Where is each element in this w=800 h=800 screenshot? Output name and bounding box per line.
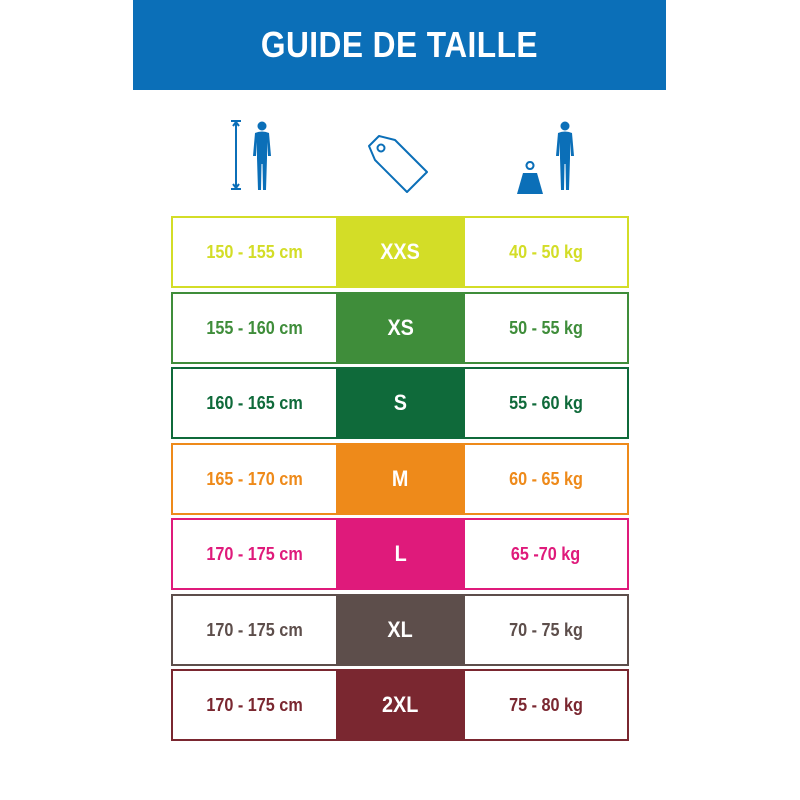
size-label: XXS (380, 239, 421, 264)
height-range-cell (173, 445, 336, 513)
weight-range-label: 60 - 65 kg (509, 468, 583, 489)
height-range-label: 150 - 155 cm (206, 241, 303, 262)
weight-range-label: 55 - 60 kg (509, 392, 583, 413)
weight-range-label: 70 - 75 kg (509, 619, 583, 640)
icons-row (0, 110, 800, 200)
header-banner (133, 0, 666, 90)
height-range-label: 170 - 175 cm (206, 543, 303, 564)
size-label-cell (336, 218, 465, 286)
size-label-cell (336, 671, 465, 739)
size-label-cell (336, 596, 465, 664)
height-range-cell (173, 671, 336, 739)
height-range-cell (173, 369, 336, 437)
size-label-cell (336, 369, 465, 437)
height-person-icon (222, 118, 278, 194)
height-range-label: 170 - 175 cm (206, 694, 303, 715)
size-row (171, 518, 629, 590)
size-label: L (394, 541, 407, 566)
size-label-cell (336, 520, 465, 588)
weight-range-label: 65 -70 kg (511, 543, 581, 564)
size-label: M (392, 466, 409, 491)
weight-range-label: 40 - 50 kg (509, 241, 583, 262)
weight-range-cell (465, 671, 627, 739)
height-range-label: 155 - 160 cm (206, 317, 303, 338)
size-row (171, 216, 629, 288)
height-range-label: 170 - 175 cm (206, 619, 303, 640)
weight-range-label: 50 - 55 kg (509, 317, 583, 338)
height-range-cell (173, 294, 336, 362)
size-label: XL (387, 617, 414, 642)
weight-range-cell (465, 294, 627, 362)
weight-range-cell (465, 445, 627, 513)
size-label: 2XL (382, 692, 419, 717)
size-row (171, 367, 629, 439)
size-tag-icon (365, 132, 431, 194)
size-row (171, 292, 629, 364)
weight-range-cell (465, 369, 627, 437)
size-label: S (393, 390, 408, 415)
height-range-label: 165 - 170 cm (206, 468, 303, 489)
weight-person-icon (510, 118, 582, 194)
weight-range-cell (465, 218, 627, 286)
size-row (171, 443, 629, 515)
height-range-cell (173, 596, 336, 664)
size-label-cell (336, 294, 465, 362)
size-row (171, 669, 629, 741)
weight-range-cell (465, 520, 627, 588)
size-label: XS (387, 315, 414, 340)
height-range-label: 160 - 165 cm (206, 392, 303, 413)
weight-range-cell (465, 596, 627, 664)
height-range-cell (173, 520, 336, 588)
page-title: GUIDE DE TAILLE (260, 24, 539, 65)
size-label-cell (336, 445, 465, 513)
weight-range-label: 75 - 80 kg (509, 694, 583, 715)
height-range-cell (173, 218, 336, 286)
size-row (171, 594, 629, 666)
